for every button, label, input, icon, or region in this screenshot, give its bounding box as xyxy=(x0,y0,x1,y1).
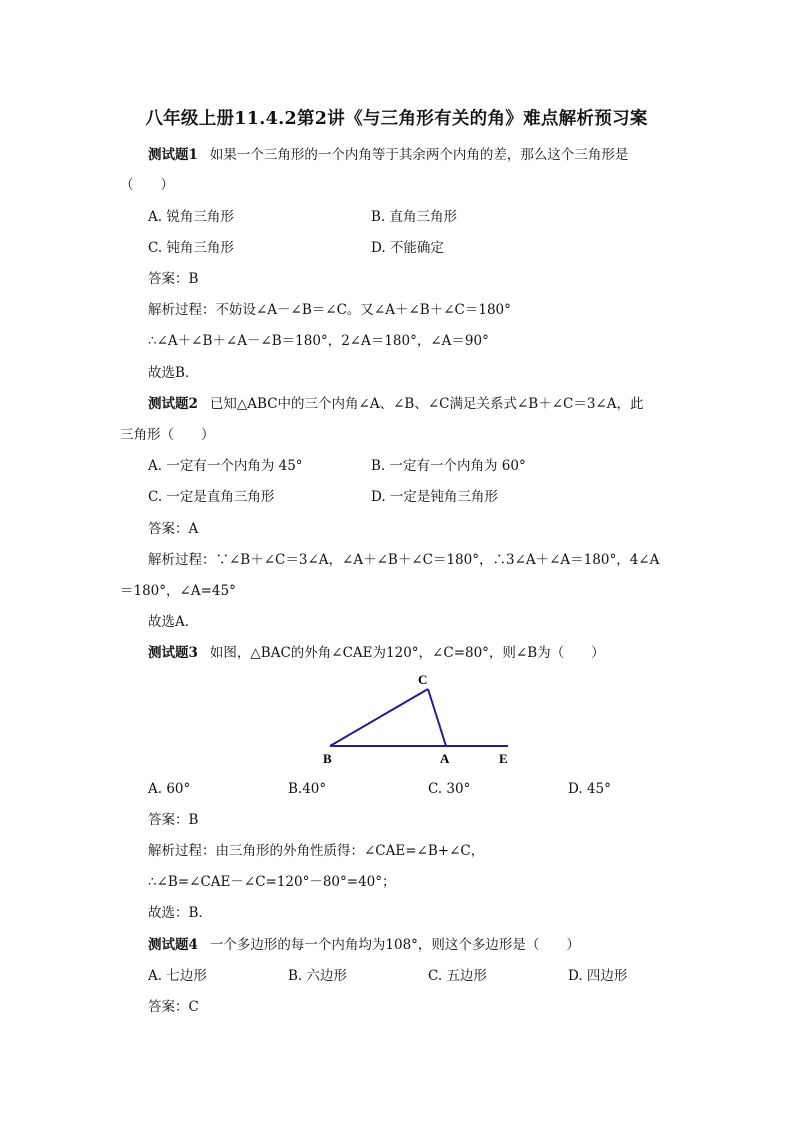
question-1-analysis-1: 解析过程：不妨设∠A－∠B＝∠C。又∠A＋∠B＋∠C＝180° xyxy=(148,302,511,318)
question-1-option-a: A. 锐角三角形 xyxy=(148,209,234,225)
question-2-conclusion: 故选A. xyxy=(148,614,190,630)
question-2-option-c: C. 一定是直角三角形 xyxy=(148,489,275,505)
question-1-analysis-2: ∴∠A＋∠B＋∠A－∠B＝180°，2∠A＝180°，∠A＝90° xyxy=(148,333,489,349)
question-2-option-a: A. 一定有一个内角为 45° xyxy=(148,458,303,474)
question-3-option-b: B.40° xyxy=(288,781,327,797)
question-4-option-c: C. 五边形 xyxy=(428,968,487,984)
question-1-stem: 测试题1 如果一个三角形的一个内角等于其余两个内角的差，那么这个三角形是 xyxy=(148,147,629,163)
triangle-figure xyxy=(0,670,793,770)
question-4-stem: 测试题4 一个多边形的每一个内角均为108°，则这个多边形是（ ） xyxy=(148,937,580,953)
side-ca xyxy=(428,689,446,746)
question-3-conclusion: 故选：B． xyxy=(148,905,212,921)
question-4-option-a: A. 七边形 xyxy=(148,968,207,984)
vertex-label-b: B xyxy=(323,751,332,766)
question-2-label: 测试题2 xyxy=(148,396,198,412)
vertex-label-a: A xyxy=(440,751,450,766)
question-4-option-d: D. 四边形 xyxy=(568,968,628,984)
question-1-option-d: D. 不能确定 xyxy=(371,240,444,256)
vertex-label-e: E xyxy=(499,751,508,766)
question-2-answer: 答案：A xyxy=(148,521,199,537)
vertex-label-c: C xyxy=(418,672,428,687)
question-3-stem: 测试题3 如图，△BAC的外角∠CAE为120°，∠C=80°，则∠B为（ ） xyxy=(148,645,605,661)
question-1-answer: 答案：B xyxy=(148,271,199,287)
question-1-label: 测试题1 xyxy=(148,147,198,163)
question-1-conclusion: 故选B． xyxy=(148,365,199,381)
document-title: 八年级上册11.4.2第2讲《与三角形有关的角》难点解析预习案 xyxy=(145,109,648,129)
question-3-analysis-2: ∴∠B=∠CAE－∠C=120°－80°=40°； xyxy=(148,874,396,890)
question-2-stem-cont: 三角形（ ） xyxy=(120,427,215,443)
question-4-label: 测试题4 xyxy=(148,937,198,953)
question-2-analysis-1: 解析过程：∵∠B＋∠C＝3∠A，∠A＋∠B＋∠C＝180°，∴3∠A＋∠A＝180°，4∠A xyxy=(148,552,660,568)
question-2-stem: 测试题2 已知△ABC中的三个内角∠A、∠B、∠C满足关系式∠B＋∠C＝3∠A，此 xyxy=(148,396,644,412)
question-3-option-a: A. 60° xyxy=(148,781,191,797)
question-2-option-d: D. 一定是钝角三角形 xyxy=(371,489,498,505)
question-3-label: 测试题3 xyxy=(148,645,198,661)
question-1-stem-cont: （ ） xyxy=(120,177,174,193)
question-3-option-d: D. 45° xyxy=(568,781,611,797)
question-2-analysis-2: ＝180°，∠A=45° xyxy=(120,583,236,599)
question-3-analysis-1: 解析过程：由三角形的外角性质得：∠CAE=∠B+∠C， xyxy=(148,843,485,859)
question-4-option-b: B. 六边形 xyxy=(288,968,348,984)
question-2-option-b: B. 一定有一个内角为 60° xyxy=(371,458,526,474)
question-3-option-c: C. 30° xyxy=(428,781,471,797)
question-3-answer: 答案：B xyxy=(148,812,199,828)
question-4-answer: 答案：C xyxy=(148,999,199,1015)
question-1-option-c: C. 钝角三角形 xyxy=(148,240,234,256)
side-bc xyxy=(330,689,428,746)
question-1-option-b: B. 直角三角形 xyxy=(371,209,458,225)
